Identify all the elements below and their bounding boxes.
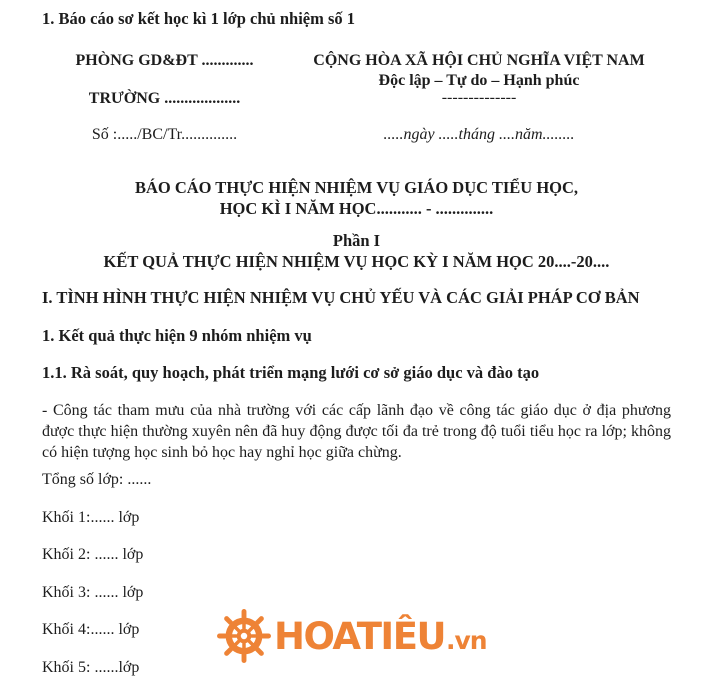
part-block bbox=[42, 230, 671, 272]
stat-line-grade-3: Khối 3: ...... lớp bbox=[42, 583, 144, 601]
report-title-line-2: HỌC KÌ I NĂM HỌC........... - .............. bbox=[219, 199, 494, 218]
brand-wordmark: HOATIÊU bbox=[274, 614, 446, 658]
section-heading: I. TÌNH HÌNH THỰC HIỆN NHIỆM VỤ CHỦ YẾU VÀ CÁC GIẢI PHÁP CƠ BẢN bbox=[42, 288, 640, 307]
motto-block bbox=[287, 51, 671, 144]
stat-line-grade-4: Khối 4:...... lớp bbox=[42, 621, 140, 638]
part-label: Phần I bbox=[332, 231, 381, 250]
stat-line-total: Tổng số lớp: ...... bbox=[42, 471, 152, 488]
report-title-line-1: BÁO CÁO THỰC HIỆN NHIỆM VỤ GIÁO DỤC TIỂU HỌC, bbox=[134, 178, 579, 197]
brand-tld: .vn bbox=[446, 625, 487, 655]
divider-dashes: -------------- bbox=[441, 89, 517, 106]
sub-heading-1: 1. Kết quả thực hiện 9 nhóm nhiệm vụ bbox=[42, 326, 312, 345]
school-line: TRƯỜNG ................... bbox=[88, 90, 241, 107]
part-title: KẾT QUẢ THỰC HIỆN NHIỆM VỤ HỌC KỲ I NĂM HỌC 20....-20.... bbox=[103, 252, 610, 271]
body-paragraph: - Công tác tham mưu của nhà trường với các cấp lãnh đạo về công tác giáo dục ở địa phương được thực hiện thường xuyên nên đã huy động được tối đa trẻ trong độ tuổi tiểu học ra lớp; không có hiện tượng học sinh bỏ học hay nghỉ học giữa chừng. bbox=[42, 402, 671, 461]
stat-line-grade-1: Khối 1:...... lớp bbox=[42, 508, 140, 526]
motto-line: Độc lập – Tự do – Hạnh phúc bbox=[378, 72, 580, 89]
date-line: .....ngày .....tháng ....năm........ bbox=[383, 126, 575, 143]
stat-line-grade-5: Khối 5: ......lớp bbox=[42, 658, 140, 676]
report-title bbox=[42, 177, 671, 219]
issuing-agency-block bbox=[42, 51, 287, 144]
document-number-line: Số :...../BC/Tr.............. bbox=[91, 126, 238, 143]
ship-wheel-icon bbox=[216, 608, 272, 664]
agency-line: PHÒNG GD&ĐT ............. bbox=[75, 52, 254, 69]
hoatieu-watermark bbox=[216, 608, 487, 664]
document-title: 1. Báo cáo sơ kết học kì 1 lớp chủ nhiệm số 1 bbox=[42, 9, 356, 28]
sub-heading-1-1: 1.1. Rà soát, quy hoạch, phát triển mạng lưới cơ sở giáo dục và đào tạo bbox=[42, 363, 540, 382]
stat-line-grade-2: Khối 2: ...... lớp bbox=[42, 546, 144, 563]
national-header bbox=[42, 51, 671, 144]
country-line: CỘNG HÒA XÃ HỘI CHỦ NGHĨA VIỆT NAM bbox=[313, 52, 645, 69]
